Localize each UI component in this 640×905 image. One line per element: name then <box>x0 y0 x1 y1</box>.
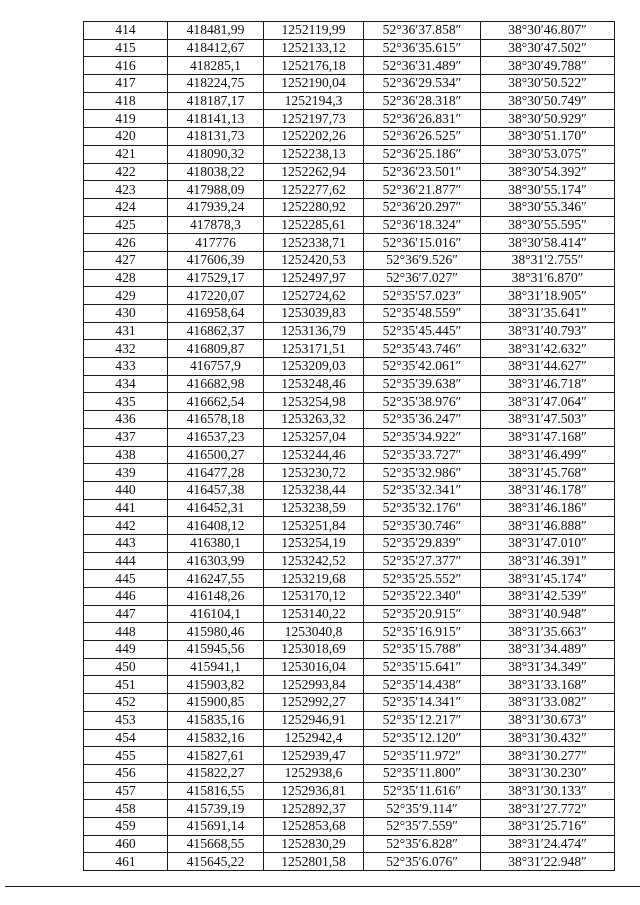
point-number-cell: 456 <box>84 764 168 782</box>
point-number-cell: 446 <box>84 588 168 606</box>
y-coordinate-cell: 1252853,68 <box>264 817 364 835</box>
longitude-cell: 38°30′54.392″ <box>481 163 615 181</box>
x-coordinate-cell: 418187,17 <box>168 92 264 110</box>
longitude-cell: 38°31′47.503″ <box>481 411 615 429</box>
y-coordinate-cell: 1252993,84 <box>264 676 364 694</box>
table-row <box>84 570 615 588</box>
y-coordinate-cell: 1252133,12 <box>264 39 364 57</box>
table-row <box>84 358 615 376</box>
latitude-cell: 52°35′42.061″ <box>364 358 481 376</box>
point-number-cell: 437 <box>84 428 168 446</box>
point-number-cell: 439 <box>84 464 168 482</box>
longitude-cell: 38°30′55.595″ <box>481 216 615 234</box>
latitude-cell: 52°35′38.976″ <box>364 393 481 411</box>
longitude-cell: 38°31′18.905″ <box>481 287 615 305</box>
table-row <box>84 658 615 676</box>
x-coordinate-cell: 418141,13 <box>168 110 264 128</box>
x-coordinate-cell: 416148,26 <box>168 588 264 606</box>
longitude-cell: 38°31′30.133″ <box>481 782 615 800</box>
y-coordinate-cell: 1252277,62 <box>264 181 364 199</box>
latitude-cell: 52°35′32.341″ <box>364 481 481 499</box>
y-coordinate-cell: 1252420,53 <box>264 251 364 269</box>
table-row <box>84 393 615 411</box>
x-coordinate-cell: 416862,37 <box>168 322 264 340</box>
y-coordinate-cell: 1253238,44 <box>264 481 364 499</box>
point-number-cell: 415 <box>84 39 168 57</box>
latitude-cell: 52°35′43.746″ <box>364 340 481 358</box>
latitude-cell: 52°36′15.016″ <box>364 234 481 252</box>
point-number-cell: 421 <box>84 145 168 163</box>
point-number-cell: 438 <box>84 446 168 464</box>
table-row <box>84 464 615 482</box>
y-coordinate-cell: 1252197,73 <box>264 110 364 128</box>
point-number-cell: 444 <box>84 552 168 570</box>
latitude-cell: 52°36′35.615″ <box>364 39 481 57</box>
latitude-cell: 52°35′14.341″ <box>364 694 481 712</box>
longitude-cell: 38°31′30.673″ <box>481 711 615 729</box>
point-number-cell: 460 <box>84 835 168 853</box>
table-row <box>84 782 615 800</box>
longitude-cell: 38°31′40.948″ <box>481 605 615 623</box>
table-row <box>84 305 615 323</box>
table-row <box>84 764 615 782</box>
x-coordinate-cell: 415645,22 <box>168 853 264 871</box>
y-coordinate-cell: 1252992,27 <box>264 694 364 712</box>
table-row <box>84 694 615 712</box>
longitude-cell: 38°30′53.075″ <box>481 145 615 163</box>
latitude-cell: 52°35′6.828″ <box>364 835 481 853</box>
table-row <box>84 711 615 729</box>
x-coordinate-cell: 416104,1 <box>168 605 264 623</box>
longitude-cell: 38°31′47.168″ <box>481 428 615 446</box>
point-number-cell: 416 <box>84 57 168 75</box>
x-coordinate-cell: 415816,55 <box>168 782 264 800</box>
point-number-cell: 436 <box>84 411 168 429</box>
longitude-cell: 38°30′51.170″ <box>481 128 615 146</box>
x-coordinate-cell: 415945,56 <box>168 641 264 659</box>
point-number-cell: 454 <box>84 729 168 747</box>
table-row <box>84 446 615 464</box>
x-coordinate-cell: 415691,14 <box>168 817 264 835</box>
y-coordinate-cell: 1253040,8 <box>264 623 364 641</box>
x-coordinate-cell: 415739,19 <box>168 800 264 818</box>
x-coordinate-cell: 417988,09 <box>168 181 264 199</box>
table-row <box>84 92 615 110</box>
point-number-cell: 443 <box>84 534 168 552</box>
longitude-cell: 38°31′46.499″ <box>481 446 615 464</box>
point-number-cell: 425 <box>84 216 168 234</box>
latitude-cell: 52°36′20.297″ <box>364 198 481 216</box>
y-coordinate-cell: 1252938,6 <box>264 764 364 782</box>
point-number-cell: 442 <box>84 517 168 535</box>
table-row <box>84 181 615 199</box>
longitude-cell: 38°31′30.230″ <box>481 764 615 782</box>
point-number-cell: 420 <box>84 128 168 146</box>
longitude-cell: 38°30′55.174″ <box>481 181 615 199</box>
point-number-cell: 431 <box>84 322 168 340</box>
point-number-cell: 461 <box>84 853 168 871</box>
longitude-cell: 38°31′6.870″ <box>481 269 615 287</box>
y-coordinate-cell: 1252238,13 <box>264 145 364 163</box>
latitude-cell: 52°35′32.986″ <box>364 464 481 482</box>
x-coordinate-cell: 416247,55 <box>168 570 264 588</box>
table-row <box>84 57 615 75</box>
y-coordinate-cell: 1252190,04 <box>264 75 364 93</box>
x-coordinate-cell: 417776 <box>168 234 264 252</box>
x-coordinate-cell: 416757,9 <box>168 358 264 376</box>
x-coordinate-cell: 416500,27 <box>168 446 264 464</box>
y-coordinate-cell: 1253140,22 <box>264 605 364 623</box>
longitude-cell: 38°31′46.888″ <box>481 517 615 535</box>
longitude-cell: 38°30′55.346″ <box>481 198 615 216</box>
x-coordinate-cell: 415835,16 <box>168 711 264 729</box>
longitude-cell: 38°31′33.168″ <box>481 676 615 694</box>
x-coordinate-cell: 416578,18 <box>168 411 264 429</box>
y-coordinate-cell: 1253018,69 <box>264 641 364 659</box>
point-number-cell: 427 <box>84 251 168 269</box>
longitude-cell: 38°31′35.663″ <box>481 623 615 641</box>
y-coordinate-cell: 1252119,99 <box>264 22 364 40</box>
x-coordinate-cell: 415900,85 <box>168 694 264 712</box>
y-coordinate-cell: 1253219,68 <box>264 570 364 588</box>
table-row <box>84 605 615 623</box>
latitude-cell: 52°35′7.559″ <box>364 817 481 835</box>
y-coordinate-cell: 1252801,58 <box>264 853 364 871</box>
table-row <box>84 534 615 552</box>
table-row <box>84 198 615 216</box>
point-number-cell: 453 <box>84 711 168 729</box>
point-number-cell: 417 <box>84 75 168 93</box>
latitude-cell: 52°35′48.559″ <box>364 305 481 323</box>
longitude-cell: 38°31′45.174″ <box>481 570 615 588</box>
table-row <box>84 39 615 57</box>
longitude-cell: 38°31′27.772″ <box>481 800 615 818</box>
longitude-cell: 38°31′44.627″ <box>481 358 615 376</box>
y-coordinate-cell: 1253039,83 <box>264 305 364 323</box>
x-coordinate-cell: 416809,87 <box>168 340 264 358</box>
latitude-cell: 52°36′29.534″ <box>364 75 481 93</box>
point-number-cell: 455 <box>84 747 168 765</box>
y-coordinate-cell: 1253257,04 <box>264 428 364 446</box>
x-coordinate-cell: 416457,38 <box>168 481 264 499</box>
longitude-cell: 38°31′42.539″ <box>481 588 615 606</box>
y-coordinate-cell: 1252202,26 <box>264 128 364 146</box>
longitude-cell: 38°30′50.522″ <box>481 75 615 93</box>
x-coordinate-cell: 418481,99 <box>168 22 264 40</box>
latitude-cell: 52°36′23.501″ <box>364 163 481 181</box>
y-coordinate-cell: 1253263,32 <box>264 411 364 429</box>
table-row <box>84 817 615 835</box>
latitude-cell: 52°35′12.217″ <box>364 711 481 729</box>
longitude-cell: 38°30′49.788″ <box>481 57 615 75</box>
latitude-cell: 52°35′33.727″ <box>364 446 481 464</box>
table-row <box>84 641 615 659</box>
x-coordinate-cell: 415668,55 <box>168 835 264 853</box>
y-coordinate-cell: 1252942,4 <box>264 729 364 747</box>
longitude-cell: 38°30′47.502″ <box>481 39 615 57</box>
x-coordinate-cell: 415822,27 <box>168 764 264 782</box>
x-coordinate-cell: 416452,31 <box>168 499 264 517</box>
longitude-cell: 38°31′33.082″ <box>481 694 615 712</box>
y-coordinate-cell: 1253136,79 <box>264 322 364 340</box>
point-number-cell: 441 <box>84 499 168 517</box>
y-coordinate-cell: 1253230,72 <box>264 464 364 482</box>
y-coordinate-cell: 1253248,46 <box>264 375 364 393</box>
latitude-cell: 52°35′11.616″ <box>364 782 481 800</box>
point-number-cell: 452 <box>84 694 168 712</box>
x-coordinate-cell: 417878,3 <box>168 216 264 234</box>
longitude-cell: 38°31′25.716″ <box>481 817 615 835</box>
x-coordinate-cell: 416303,99 <box>168 552 264 570</box>
table-row <box>84 145 615 163</box>
y-coordinate-cell: 1253238,59 <box>264 499 364 517</box>
latitude-cell: 52°35′11.800″ <box>364 764 481 782</box>
latitude-cell: 52°36′25.186″ <box>364 145 481 163</box>
point-number-cell: 450 <box>84 658 168 676</box>
x-coordinate-cell: 418224,75 <box>168 75 264 93</box>
x-coordinate-cell: 416537,23 <box>168 428 264 446</box>
x-coordinate-cell: 416408,12 <box>168 517 264 535</box>
point-number-cell: 434 <box>84 375 168 393</box>
longitude-cell: 38°30′46.807″ <box>481 22 615 40</box>
point-number-cell: 447 <box>84 605 168 623</box>
y-coordinate-cell: 1252176,18 <box>264 57 364 75</box>
point-number-cell: 449 <box>84 641 168 659</box>
x-coordinate-cell: 416662,54 <box>168 393 264 411</box>
point-number-cell: 457 <box>84 782 168 800</box>
x-coordinate-cell: 418412,67 <box>168 39 264 57</box>
x-coordinate-cell: 415941,1 <box>168 658 264 676</box>
table-row <box>84 75 615 93</box>
table-row <box>84 234 615 252</box>
latitude-cell: 52°35′11.972″ <box>364 747 481 765</box>
y-coordinate-cell: 1252280,92 <box>264 198 364 216</box>
point-number-cell: 435 <box>84 393 168 411</box>
point-number-cell: 419 <box>84 110 168 128</box>
x-coordinate-cell: 415980,46 <box>168 623 264 641</box>
x-coordinate-cell: 418038,22 <box>168 163 264 181</box>
latitude-cell: 52°35′16.915″ <box>364 623 481 641</box>
x-coordinate-cell: 415832,16 <box>168 729 264 747</box>
y-coordinate-cell: 1253242,52 <box>264 552 364 570</box>
table-row <box>84 588 615 606</box>
point-number-cell: 418 <box>84 92 168 110</box>
latitude-cell: 52°35′22.340″ <box>364 588 481 606</box>
point-number-cell: 458 <box>84 800 168 818</box>
latitude-cell: 52°36′26.525″ <box>364 128 481 146</box>
latitude-cell: 52°36′31.489″ <box>364 57 481 75</box>
point-number-cell: 448 <box>84 623 168 641</box>
y-coordinate-cell: 1252830,29 <box>264 835 364 853</box>
coordinates-table-body <box>84 22 615 871</box>
y-coordinate-cell: 1252892,37 <box>264 800 364 818</box>
table-row <box>84 729 615 747</box>
latitude-cell: 52°36′7.027″ <box>364 269 481 287</box>
x-coordinate-cell: 416682,98 <box>168 375 264 393</box>
table-row <box>84 676 615 694</box>
point-number-cell: 451 <box>84 676 168 694</box>
x-coordinate-cell: 417529,17 <box>168 269 264 287</box>
longitude-cell: 38°31′30.432″ <box>481 729 615 747</box>
latitude-cell: 52°35′45.445″ <box>364 322 481 340</box>
latitude-cell: 52°35′25.552″ <box>364 570 481 588</box>
point-number-cell: 459 <box>84 817 168 835</box>
longitude-cell: 38°31′46.391″ <box>481 552 615 570</box>
x-coordinate-cell: 417220,07 <box>168 287 264 305</box>
longitude-cell: 38°31′45.768″ <box>481 464 615 482</box>
point-number-cell: 428 <box>84 269 168 287</box>
longitude-cell: 38°31′46.718″ <box>481 375 615 393</box>
latitude-cell: 52°35′20.915″ <box>364 605 481 623</box>
y-coordinate-cell: 1252939,47 <box>264 747 364 765</box>
table-row <box>84 375 615 393</box>
latitude-cell: 52°35′6.076″ <box>364 853 481 871</box>
table-row <box>84 835 615 853</box>
point-number-cell: 430 <box>84 305 168 323</box>
y-coordinate-cell: 1253170,12 <box>264 588 364 606</box>
x-coordinate-cell: 418131,73 <box>168 128 264 146</box>
table-row <box>84 411 615 429</box>
table-row <box>84 517 615 535</box>
y-coordinate-cell: 1253016,04 <box>264 658 364 676</box>
latitude-cell: 52°35′15.641″ <box>364 658 481 676</box>
table-row <box>84 22 615 40</box>
x-coordinate-cell: 415903,82 <box>168 676 264 694</box>
x-coordinate-cell: 417939,24 <box>168 198 264 216</box>
longitude-cell: 38°31′35.641″ <box>481 305 615 323</box>
y-coordinate-cell: 1253254,98 <box>264 393 364 411</box>
coordinates-table <box>83 21 615 871</box>
longitude-cell: 38°31′30.277″ <box>481 747 615 765</box>
y-coordinate-cell: 1252946,91 <box>264 711 364 729</box>
latitude-cell: 52°36′9.526″ <box>364 251 481 269</box>
longitude-cell: 38°31′47.064″ <box>481 393 615 411</box>
y-coordinate-cell: 1253171,51 <box>264 340 364 358</box>
latitude-cell: 52°36′28.318″ <box>364 92 481 110</box>
y-coordinate-cell: 1252936,81 <box>264 782 364 800</box>
latitude-cell: 52°35′29.839″ <box>364 534 481 552</box>
x-coordinate-cell: 416380,1 <box>168 534 264 552</box>
point-number-cell: 422 <box>84 163 168 181</box>
footer-divider <box>5 886 640 887</box>
table-row <box>84 110 615 128</box>
table-row <box>84 499 615 517</box>
latitude-cell: 52°35′39.638″ <box>364 375 481 393</box>
longitude-cell: 38°31′34.349″ <box>481 658 615 676</box>
table-row <box>84 428 615 446</box>
y-coordinate-cell: 1253244,46 <box>264 446 364 464</box>
longitude-cell: 38°31′47.010″ <box>481 534 615 552</box>
y-coordinate-cell: 1252724,62 <box>264 287 364 305</box>
y-coordinate-cell: 1252285,61 <box>264 216 364 234</box>
longitude-cell: 38°31′40.793″ <box>481 322 615 340</box>
table-row <box>84 128 615 146</box>
table-row <box>84 322 615 340</box>
latitude-cell: 52°35′14.438″ <box>364 676 481 694</box>
latitude-cell: 52°35′15.788″ <box>364 641 481 659</box>
latitude-cell: 52°35′36.247″ <box>364 411 481 429</box>
longitude-cell: 38°31′2.755″ <box>481 251 615 269</box>
table-row <box>84 552 615 570</box>
latitude-cell: 52°35′27.377″ <box>364 552 481 570</box>
point-number-cell: 414 <box>84 22 168 40</box>
table-row <box>84 623 615 641</box>
x-coordinate-cell: 418090,32 <box>168 145 264 163</box>
longitude-cell: 38°30′50.929″ <box>481 110 615 128</box>
y-coordinate-cell: 1252497,97 <box>264 269 364 287</box>
latitude-cell: 52°36′37.858″ <box>364 22 481 40</box>
x-coordinate-cell: 416477,28 <box>168 464 264 482</box>
point-number-cell: 432 <box>84 340 168 358</box>
x-coordinate-cell: 417606,39 <box>168 251 264 269</box>
point-number-cell: 433 <box>84 358 168 376</box>
table-row <box>84 853 615 871</box>
y-coordinate-cell: 1253254,19 <box>264 534 364 552</box>
longitude-cell: 38°30′50.749″ <box>481 92 615 110</box>
latitude-cell: 52°35′9.114″ <box>364 800 481 818</box>
longitude-cell: 38°30′58.414″ <box>481 234 615 252</box>
point-number-cell: 426 <box>84 234 168 252</box>
x-coordinate-cell: 416958,64 <box>168 305 264 323</box>
table-row <box>84 251 615 269</box>
table-row <box>84 163 615 181</box>
latitude-cell: 52°36′21.877″ <box>364 181 481 199</box>
x-coordinate-cell: 418285,1 <box>168 57 264 75</box>
latitude-cell: 52°36′18.324″ <box>364 216 481 234</box>
x-coordinate-cell: 415827,61 <box>168 747 264 765</box>
point-number-cell: 440 <box>84 481 168 499</box>
table-row <box>84 747 615 765</box>
latitude-cell: 52°35′30.746″ <box>364 517 481 535</box>
longitude-cell: 38°31′46.186″ <box>481 499 615 517</box>
table-row <box>84 269 615 287</box>
latitude-cell: 52°35′12.120″ <box>364 729 481 747</box>
latitude-cell: 52°35′57.023″ <box>364 287 481 305</box>
longitude-cell: 38°31′46.178″ <box>481 481 615 499</box>
longitude-cell: 38°31′24.474″ <box>481 835 615 853</box>
table-row <box>84 340 615 358</box>
point-number-cell: 429 <box>84 287 168 305</box>
table-row <box>84 800 615 818</box>
y-coordinate-cell: 1252262,94 <box>264 163 364 181</box>
y-coordinate-cell: 1252194,3 <box>264 92 364 110</box>
longitude-cell: 38°31′34.489″ <box>481 641 615 659</box>
table-row <box>84 287 615 305</box>
point-number-cell: 423 <box>84 181 168 199</box>
table-row <box>84 481 615 499</box>
latitude-cell: 52°35′34.922″ <box>364 428 481 446</box>
point-number-cell: 424 <box>84 198 168 216</box>
y-coordinate-cell: 1253251,84 <box>264 517 364 535</box>
latitude-cell: 52°36′26.831″ <box>364 110 481 128</box>
longitude-cell: 38°31′42.632″ <box>481 340 615 358</box>
table-row <box>84 216 615 234</box>
latitude-cell: 52°35′32.176″ <box>364 499 481 517</box>
longitude-cell: 38°31′22.948″ <box>481 853 615 871</box>
y-coordinate-cell: 1253209,03 <box>264 358 364 376</box>
point-number-cell: 445 <box>84 570 168 588</box>
y-coordinate-cell: 1252338,71 <box>264 234 364 252</box>
